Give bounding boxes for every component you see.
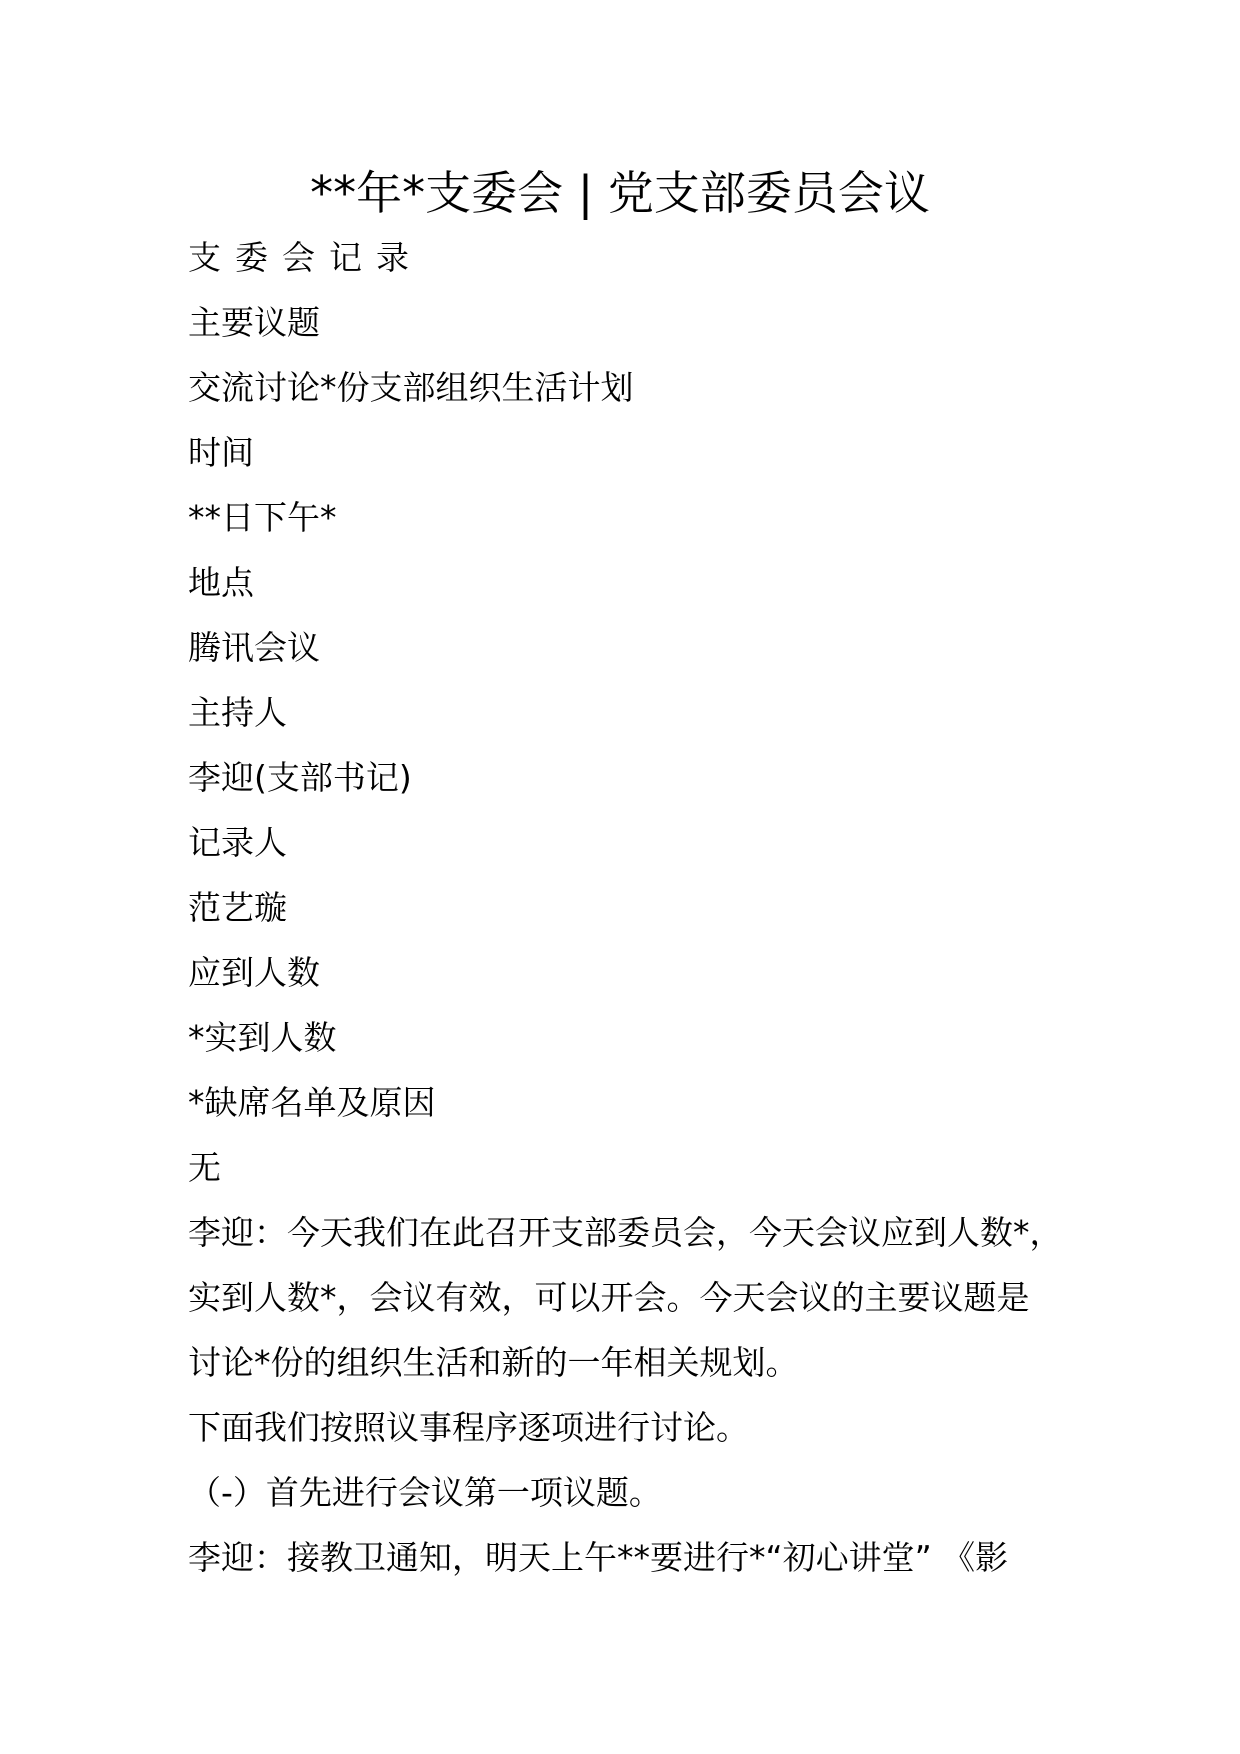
body-paragraph-line: 李迎：今天我们在此召开支部委员会，今天会议应到人数*，	[188, 1213, 1063, 1252]
field-value-host: 李迎(支部书记)	[188, 758, 412, 797]
body-paragraph-line: 下面我们按照议事程序逐项进行讨论。	[188, 1408, 749, 1447]
section-heading: 支委会记录	[188, 238, 423, 277]
field-value-topic: 交流讨论*份支部组织生活计划	[188, 368, 634, 407]
body-paragraph-line: 讨论*份的组织生活和新的一年相关规划。	[188, 1343, 799, 1382]
body-paragraph-line: （-）首先进行会议第一项议题。	[188, 1473, 662, 1512]
field-label-recorder: 记录人	[188, 823, 287, 862]
field-label-actual-count: *实到人数	[188, 1018, 337, 1057]
field-label-topic: 主要议题	[188, 303, 320, 342]
field-label-location: 地点	[188, 563, 254, 602]
field-value-location: 腾讯会议	[188, 628, 320, 667]
body-paragraph-line: 实到人数*，会议有效，可以开会。今天会议的主要议题是	[188, 1278, 1030, 1317]
field-value-time: **日下午*	[188, 498, 337, 537]
document-title: **年*支委会 | 党支部委员会议	[310, 166, 930, 220]
field-value-absentees: 无	[188, 1148, 221, 1187]
field-value-recorder: 范艺璇	[188, 888, 287, 927]
field-label-expected-count: 应到人数	[188, 953, 320, 992]
body-paragraph-line: 李迎：接教卫通知，明天上午**要进行*“初心讲堂” 《影	[188, 1538, 1009, 1577]
field-label-time: 时间	[188, 433, 254, 472]
field-label-absentees: *缺席名单及原因	[188, 1083, 436, 1122]
field-label-host: 主持人	[188, 693, 287, 732]
